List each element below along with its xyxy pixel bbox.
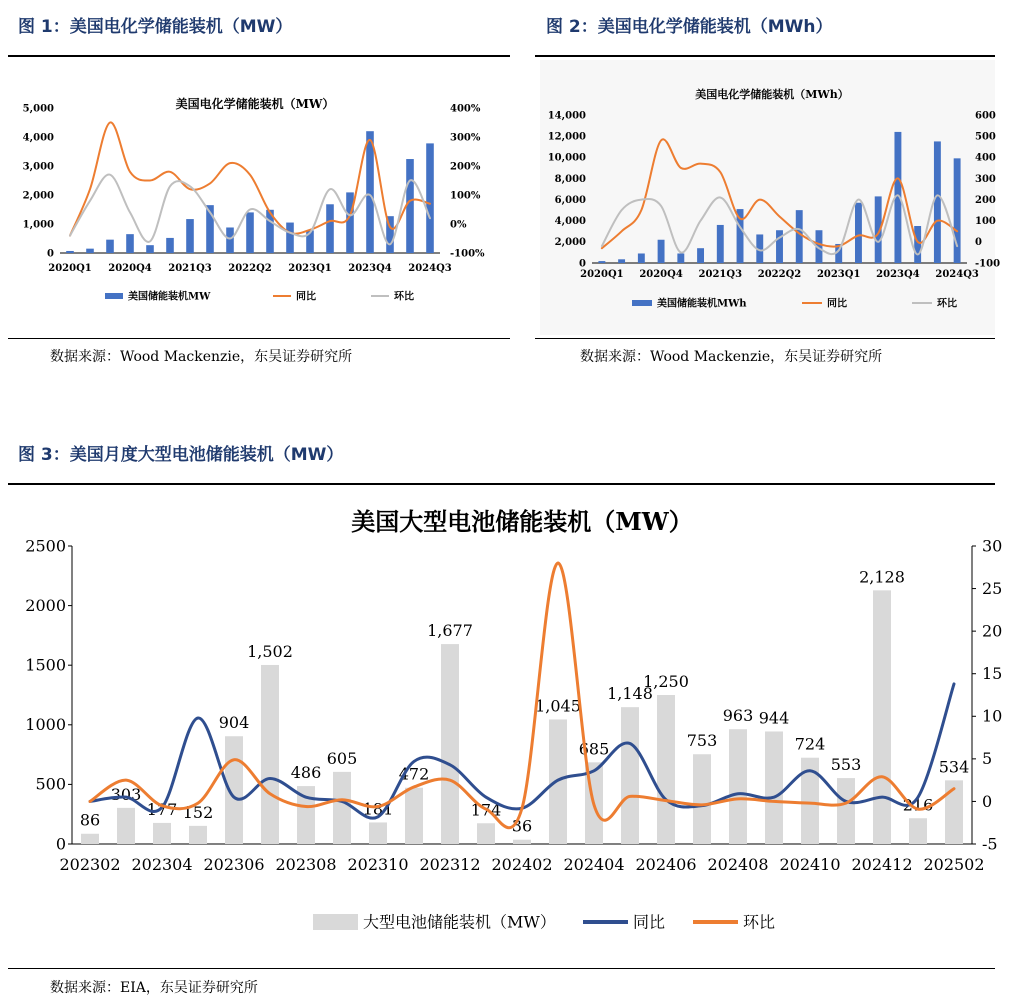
bar-data-label: 753 <box>686 731 718 751</box>
legend-bar-swatch <box>632 300 652 306</box>
y-right-tick-label: 30 <box>982 536 1003 556</box>
bar-data-label: 963 <box>722 706 754 726</box>
bar <box>261 665 279 844</box>
x-tick-label: 202408 <box>707 855 769 874</box>
chart-title: 美国电化学储能装机（MW） <box>175 97 335 111</box>
bar <box>598 261 605 263</box>
x-tick-label: 202306 <box>203 855 265 874</box>
figure-1-bottom-rule <box>8 338 510 339</box>
x-tick-label: 2023Q4 <box>876 269 920 280</box>
y-left-tick-label: 0 <box>55 834 66 854</box>
x-tick-label: 2020Q4 <box>639 269 683 280</box>
bar-data-label: 724 <box>794 734 826 754</box>
bar <box>693 754 711 844</box>
chart-title: 美国大型电池储能装机（MW） <box>351 507 693 536</box>
legend-label: 同比 <box>827 298 847 310</box>
y-right-tick-label: -100% <box>450 248 485 260</box>
x-tick-label: 202308 <box>275 855 337 874</box>
bar <box>954 158 961 263</box>
x-tick-label: 2020Q4 <box>108 263 152 274</box>
y-right-tick-label: 10 <box>982 706 1003 726</box>
x-tick-label: 2023Q1 <box>288 263 332 274</box>
x-tick-label: 2020Q1 <box>580 269 624 280</box>
x-tick-label: 202412 <box>851 855 913 874</box>
x-tick-label: 202304 <box>131 855 193 874</box>
legend-bar-swatch <box>105 293 123 299</box>
bar-data-label: 1,502 <box>247 641 293 661</box>
chart-background <box>540 60 995 335</box>
bar <box>837 778 855 844</box>
y-right-tick-label: 20 <box>982 621 1003 641</box>
y-right-tick-label: 0% <box>450 219 467 231</box>
y-right-tick-label: -5 <box>982 834 998 854</box>
y-left-tick-label: 1,000 <box>22 219 54 231</box>
y-right-tick-label: 400% <box>450 103 481 115</box>
bar <box>621 707 639 844</box>
bar-data-label: 1,677 <box>427 621 473 641</box>
bar-data-label: 36 <box>511 816 533 836</box>
bar <box>346 192 354 253</box>
y-right-tick-label: 0 <box>975 237 982 249</box>
bar <box>441 644 459 844</box>
y-left-tick-label: 10,000 <box>547 152 586 164</box>
bar <box>81 834 99 844</box>
bar <box>657 695 675 844</box>
x-tick-label: 202404 <box>563 855 625 874</box>
bar <box>638 253 645 263</box>
y-right-tick-label: 25 <box>982 578 1003 598</box>
x-tick-label: 2024Q3 <box>408 263 452 274</box>
y-left-tick-label: 6,000 <box>554 194 586 206</box>
bar-data-label: 177 <box>146 799 178 819</box>
y-right-tick-label: 200% <box>450 161 481 173</box>
y-right-tick-label: 0 <box>982 791 993 811</box>
bar <box>189 826 207 844</box>
figure-2-top-rule <box>535 55 995 57</box>
figure-3-bottom-rule <box>8 968 995 969</box>
y-right-tick-label: 600 <box>975 110 996 122</box>
x-tick-label: 202402 <box>491 855 553 874</box>
x-tick-label: 2021Q3 <box>698 269 743 280</box>
bar <box>117 808 135 844</box>
bar-data-label: 904 <box>218 713 250 733</box>
bar-data-label: 152 <box>182 802 214 822</box>
y-left-tick-label: 2000 <box>25 595 66 615</box>
bar-data-label: 216 <box>902 795 934 815</box>
y-left-tick-label: 1000 <box>25 715 66 735</box>
y-left-tick-label: 500 <box>35 774 66 794</box>
bar-data-label: 486 <box>290 763 322 783</box>
y-left-tick-label: 14,000 <box>547 110 586 122</box>
bar <box>126 234 134 253</box>
figure-2-title: 图 2：美国电化学储能装机（MWh） <box>546 17 833 37</box>
y-left-tick-label: 2,000 <box>22 190 54 202</box>
bar-data-label: 174 <box>470 800 502 820</box>
y-left-tick-label: 0 <box>47 248 54 260</box>
bar <box>618 259 625 263</box>
bar-data-label: 1,148 <box>607 684 653 704</box>
bar <box>86 249 94 253</box>
bar <box>369 822 387 844</box>
y-left-tick-label: 8,000 <box>554 173 586 185</box>
bar-data-label: 685 <box>578 739 610 759</box>
bar <box>426 143 434 253</box>
y-left-tick-label: 1500 <box>25 655 66 675</box>
figure-1-title: 图 1：美国电化学储能装机（MW） <box>18 17 293 37</box>
legend-label: 美国储能装机MW <box>128 291 211 303</box>
legend-label: 环比 <box>937 298 957 310</box>
y-left-tick-label: 3,000 <box>22 161 54 173</box>
bar <box>286 223 294 253</box>
bar <box>226 227 234 253</box>
bar <box>796 210 803 263</box>
bar-data-label: 303 <box>110 784 142 804</box>
legend-label: 环比 <box>743 912 776 932</box>
figure-1-top-rule <box>8 55 510 57</box>
bar <box>366 131 374 253</box>
bar <box>765 731 783 844</box>
y-left-tick-label: 2,000 <box>554 237 586 249</box>
x-tick-label: 202406 <box>635 855 697 874</box>
figure-3-source: 数据来源：EIA，东吴证券研究所 <box>50 980 258 996</box>
bar-data-label: 534 <box>938 757 970 777</box>
legend-label: 环比 <box>394 291 414 303</box>
y-right-tick-label: 100% <box>450 190 481 202</box>
mom-line <box>90 563 954 828</box>
figure-2-bottom-rule <box>535 338 995 339</box>
bar-data-label: 605 <box>326 748 358 768</box>
bar <box>677 253 684 263</box>
figure-3-title: 图 3：美国月度大型电池储能装机（MW） <box>18 445 344 465</box>
bar <box>166 238 174 253</box>
bar-data-label: 472 <box>398 764 430 784</box>
bar <box>106 240 114 253</box>
bar <box>658 240 665 263</box>
x-tick-label: 2022Q2 <box>757 269 802 280</box>
chart-3-monthly-large-battery <box>8 490 1003 960</box>
y-left-tick-label: 4,000 <box>22 132 54 144</box>
legend-label: 同比 <box>296 291 316 303</box>
bar-data-label: 1,250 <box>643 672 689 691</box>
legend-label: 大型电池储能装机（MW） <box>363 912 556 932</box>
bar <box>405 788 423 844</box>
figure-3-top-rule <box>8 483 995 485</box>
bar-data-label: 944 <box>758 708 790 728</box>
y-right-tick-label: 500 <box>975 131 996 143</box>
bar <box>326 204 334 253</box>
legend-label: 同比 <box>633 912 666 932</box>
bar <box>717 225 724 263</box>
bar <box>934 141 941 263</box>
y-left-tick-label: 4,000 <box>554 216 586 228</box>
y-right-tick-label: 400 <box>975 152 996 164</box>
y-left-tick-label: 0 <box>579 258 586 270</box>
x-tick-label: 2023Q1 <box>816 269 861 280</box>
figure-2-source: 数据来源：Wood Mackenzie，东吴证券研究所 <box>580 349 883 365</box>
x-tick-label: 202410 <box>779 855 841 874</box>
x-tick-label: 2023Q4 <box>348 263 392 274</box>
bar <box>909 818 927 844</box>
x-tick-label: 202502 <box>923 855 985 874</box>
y-right-tick-label: 5 <box>982 749 993 769</box>
bar <box>477 823 495 844</box>
figure-1-source: 数据来源：Wood Mackenzie，东吴证券研究所 <box>50 349 353 365</box>
bar <box>513 840 531 844</box>
chart-2-mwh-quarterly <box>540 60 1001 335</box>
y-left-tick-label: 5,000 <box>22 103 54 115</box>
legend-bar-swatch <box>313 914 358 930</box>
bar-data-label: 1,045 <box>535 696 581 716</box>
bar <box>186 219 194 253</box>
x-tick-label: 202302 <box>59 855 121 874</box>
bar-data-label: 553 <box>830 755 862 775</box>
bar <box>66 251 74 253</box>
y-right-tick-label: 300 <box>975 173 996 185</box>
bar <box>873 590 891 844</box>
bar <box>406 159 414 253</box>
bar <box>729 729 747 844</box>
y-right-tick-label: 15 <box>982 664 1003 684</box>
y-right-tick-label: 100 <box>975 216 996 228</box>
y-right-tick-label: 200 <box>975 194 996 206</box>
x-tick-label: 2020Q1 <box>48 263 92 274</box>
y-left-tick-label: 12,000 <box>547 131 586 143</box>
bar <box>333 772 351 844</box>
bar <box>146 245 154 253</box>
bar-data-label: 2,128 <box>859 567 905 587</box>
y-right-tick-label: -100 <box>975 258 1001 270</box>
bar <box>855 203 862 263</box>
x-tick-label: 202312 <box>419 855 481 874</box>
legend-label: 美国储能装机MWh <box>657 298 747 310</box>
bar <box>697 248 704 263</box>
x-tick-label: 2021Q3 <box>168 263 212 274</box>
chart-1-mw-quarterly <box>10 60 508 335</box>
x-tick-label: 202310 <box>347 855 409 874</box>
bar <box>153 823 171 844</box>
y-left-tick-label: 2500 <box>25 536 66 556</box>
y-right-tick-label: 300% <box>450 132 481 144</box>
bar <box>914 226 921 263</box>
bar <box>246 212 254 253</box>
x-tick-label: 2024Q3 <box>935 269 979 280</box>
chart-title: 美国电化学储能装机（MWh） <box>695 88 849 101</box>
bar-data-label: 181 <box>362 799 394 819</box>
x-tick-label: 2022Q2 <box>228 263 272 274</box>
bar-data-label: 86 <box>79 810 101 830</box>
